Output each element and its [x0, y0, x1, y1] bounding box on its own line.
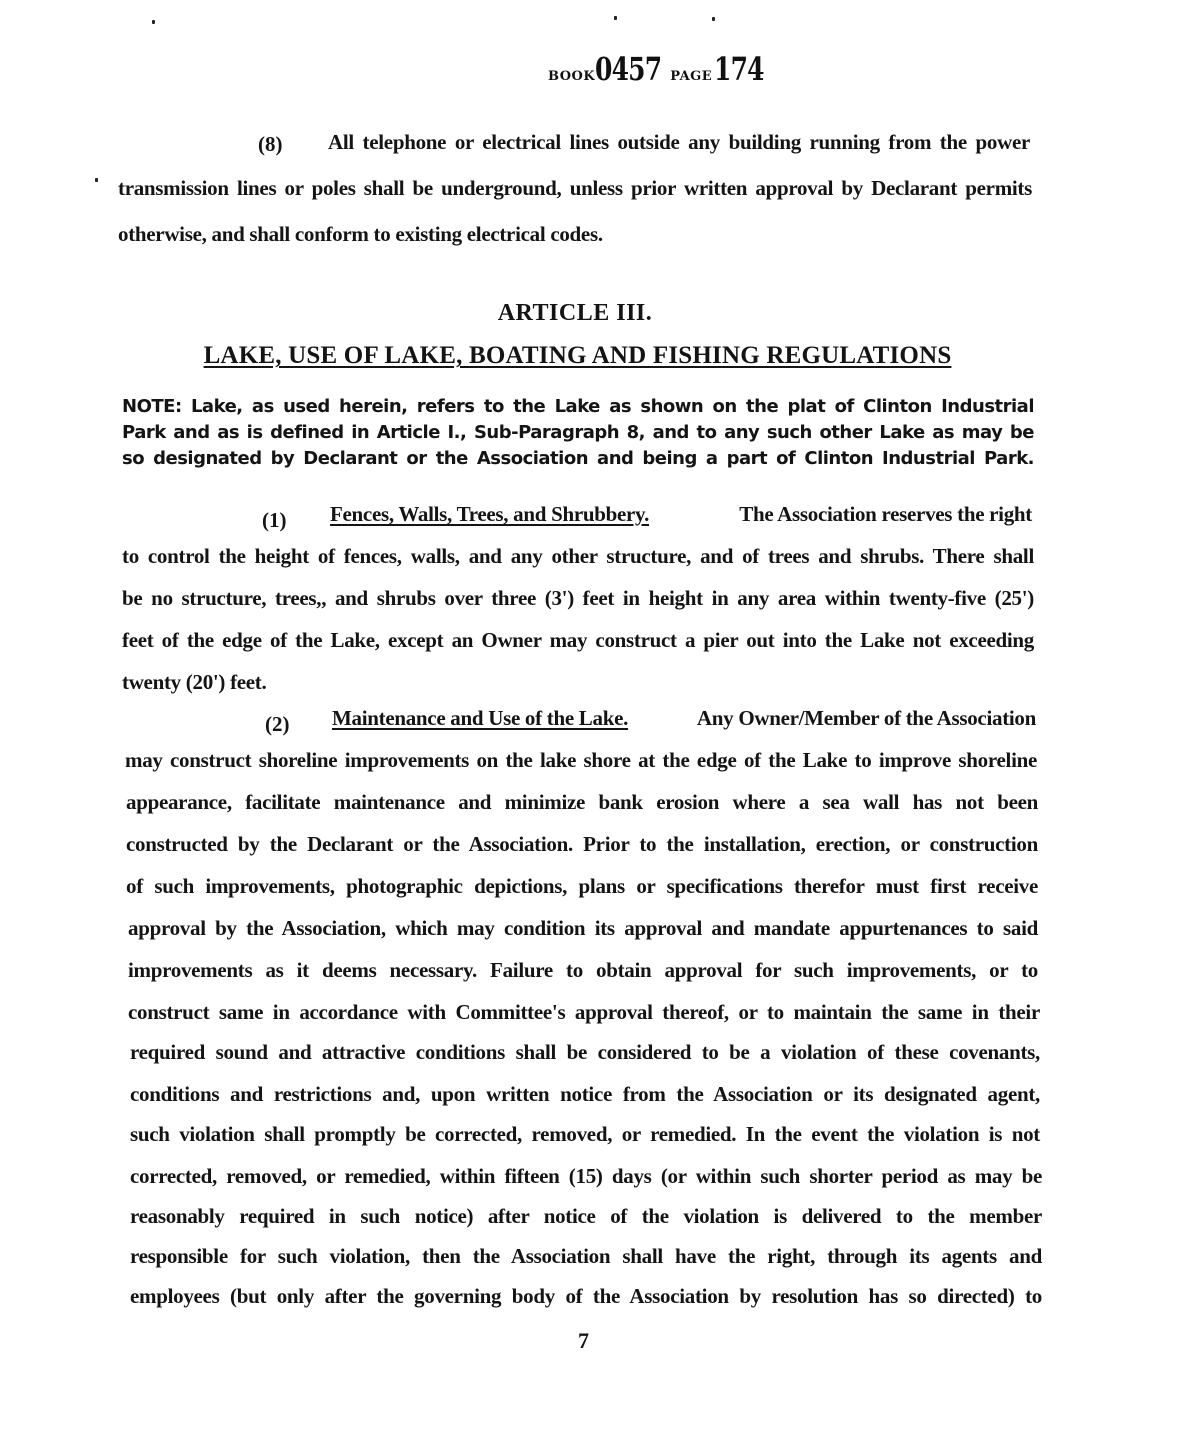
- page-stamp-number: 174: [714, 50, 764, 88]
- paragraph-8-line: All telephone or electrical lines outside any building running from the power: [328, 130, 1030, 154]
- section-title: LAKE, USE OF LAKE, BOATING AND FISHING REGULATIONS: [203, 342, 952, 369]
- paragraph-8-line: otherwise, and shall conform to existing electrical codes.: [118, 222, 603, 246]
- book-number: 0457: [595, 50, 662, 88]
- paragraph-2-line: improvements as it deems necessary. Failure to obtain approval for such improvements, or to: [128, 958, 1038, 982]
- book-page-stamp: [548, 50, 778, 88]
- paragraph-2-line: of such improvements, photographic depictions, plans or specifications therefor must first receive: [126, 874, 1038, 898]
- paragraph-number: (1): [262, 508, 287, 532]
- paragraph-text: The Association reserves the right: [739, 502, 1032, 526]
- paragraph-2-line: reasonably required in such notice) after notice of the violation is delivered to the member: [130, 1204, 1042, 1228]
- scan-speck: [614, 16, 617, 20]
- page-number: 7: [578, 1328, 589, 1353]
- note-line: NOTE: Lake, as used herein, refers to the Lake as shown on the plat of Clinton Industrial: [122, 396, 1034, 417]
- scan-speck: [712, 17, 715, 21]
- paragraph-2-line: such violation shall promptly be corrected, removed, or remedied. In the event the violation is not: [130, 1122, 1040, 1146]
- page-label: PAGE: [670, 69, 713, 84]
- paragraph-2-line: constructed by the Declarant or the Association. Prior to the installation, erection, or construction: [126, 832, 1038, 856]
- paragraph-1-line: twenty (20') feet.: [122, 670, 267, 694]
- paragraph-2-line: conditions and restrictions and, upon written notice from the Association or its designated agent,: [130, 1082, 1040, 1106]
- note-line: so designated by Declarant or the Association and being a part of Clinton Industrial Park.: [122, 448, 1034, 469]
- paragraph-2-line: appearance, facilitate maintenance and minimize bank erosion where a sea wall has not been: [126, 790, 1038, 814]
- paragraph-2-line: required sound and attractive conditions shall be considered to be a violation of these covenants,: [130, 1040, 1040, 1064]
- scan-speck: [95, 178, 98, 182]
- paragraph-1-line: to control the height of fences, walls, and any other structure, and of trees and shrubs. There shall: [122, 544, 1034, 568]
- paragraph-number: (2): [265, 712, 290, 736]
- paragraph-2-line: responsible for such violation, then the Association shall have the right, through its agents and: [130, 1244, 1042, 1268]
- paragraph-2-line: corrected, removed, or remedied, within fifteen (15) days (or within such shorter period as may be: [130, 1164, 1042, 1188]
- paragraph-1-first-line: [330, 502, 1032, 527]
- paragraph-1-line: be no structure, trees,, and shrubs over three (3') feet in height in any area within twenty-five (25'): [122, 586, 1034, 610]
- paragraph-number: (8): [258, 132, 283, 156]
- paragraph-2-line: construct same in accordance with Committee's approval thereof, or to maintain the same in their: [128, 1000, 1040, 1024]
- paragraph-2-line: employees (but only after the governing body of the Association by resolution has so directed) to: [130, 1284, 1042, 1308]
- paragraph-text: Any Owner/Member of the Association: [696, 706, 1036, 730]
- paragraph-1-line: feet of the edge of the Lake, except an Owner may construct a pier out into the Lake not exceeding: [122, 628, 1034, 652]
- paragraph-heading: Maintenance and Use of the Lake.: [332, 706, 629, 730]
- paragraph-heading: Fences, Walls, Trees, and Shrubbery.: [330, 502, 650, 526]
- book-label: BOOK: [548, 69, 596, 84]
- paragraph-2-line: may construct shoreline improvements on the lake shore at the edge of the Lake to improve shoreline: [125, 748, 1037, 772]
- paragraph-2-first-line: [332, 706, 1036, 731]
- paragraph-8-line: transmission lines or poles shall be underground, unless prior written approval by Declarant permits: [118, 176, 1032, 200]
- article-title: ARTICLE III.: [497, 300, 653, 326]
- note-line: Park and as is defined in Article I., Sub-Paragraph 8, and to any such other Lake as may be: [122, 422, 1034, 443]
- paragraph-2-line: approval by the Association, which may condition its approval and mandate appurtenances to said: [128, 916, 1038, 940]
- scan-speck: [152, 20, 155, 24]
